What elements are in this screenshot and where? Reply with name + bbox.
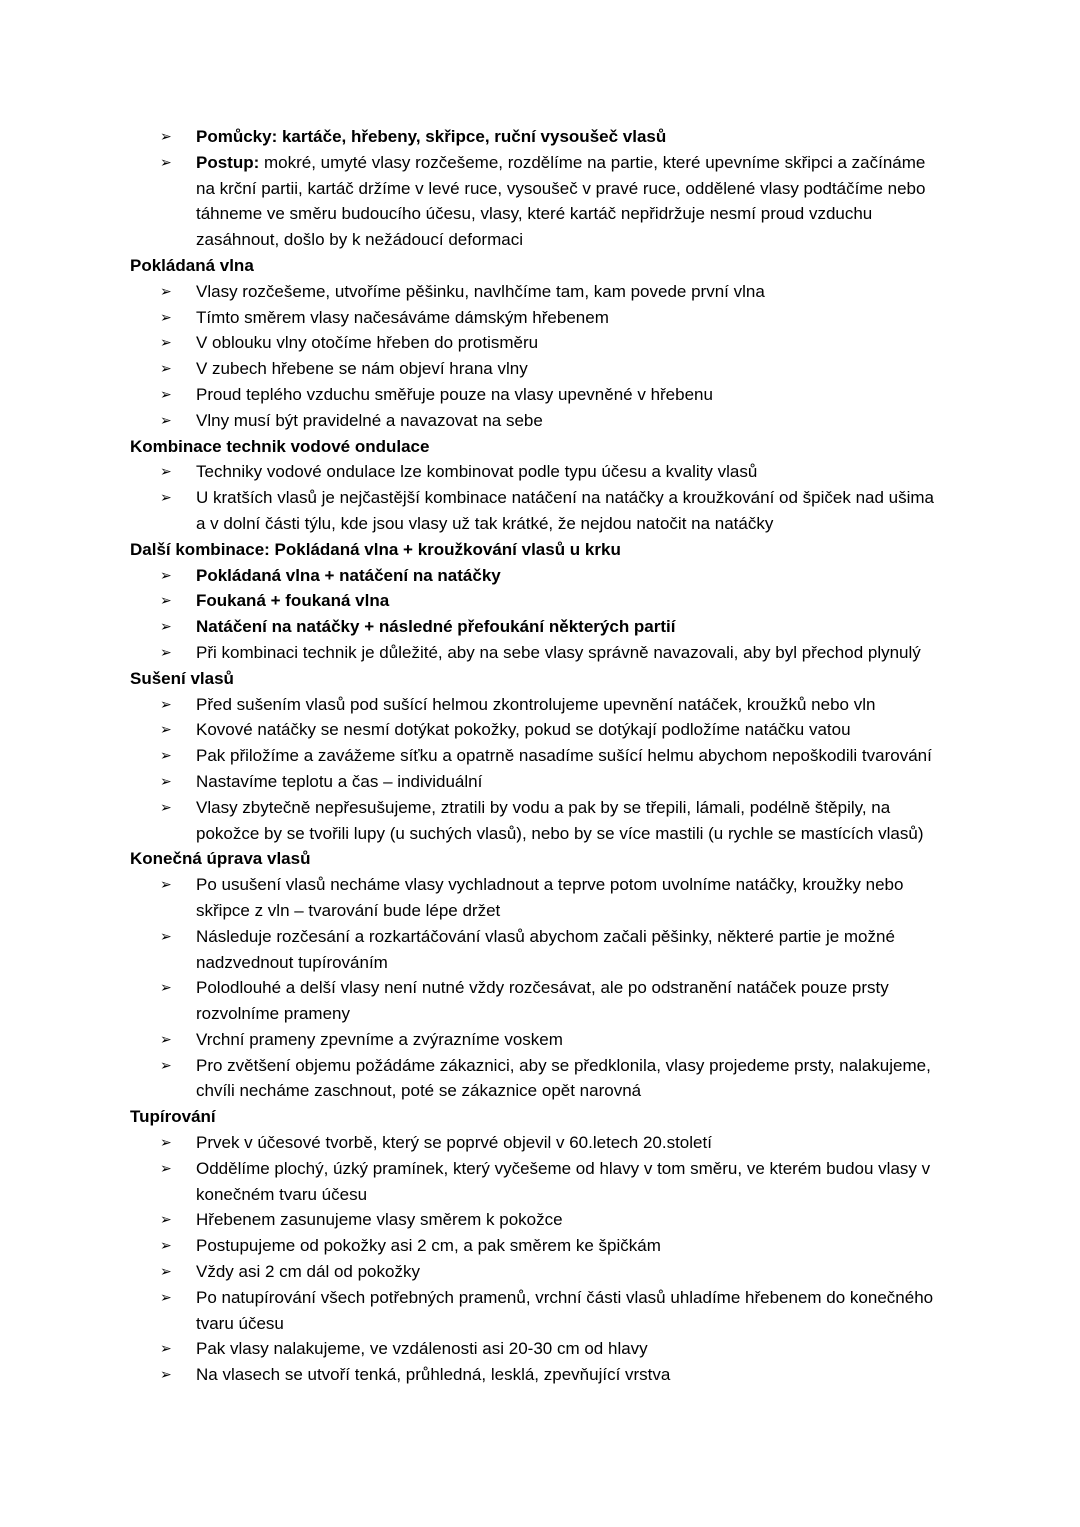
bullet-text: Foukaná + foukaná vlna xyxy=(196,591,390,611)
section-heading: Konečná úprava vlasů xyxy=(130,849,311,869)
bullet-text: V oblouku vlny otočíme hřeben do protisměru xyxy=(196,333,539,353)
bullet-lead-bold: Postup: xyxy=(196,152,260,172)
arrow-bullet-icon: ➢ xyxy=(160,1366,172,1383)
section-heading: Další kombinace: Pokládaná vlna + kroužkování vlasů u krku xyxy=(130,539,621,559)
bullet-text: Na vlasech se utvoří tenká, průhledná, lesklá, zpevňující vrstva xyxy=(196,1365,671,1385)
document-content xyxy=(130,124,946,1388)
bullet-text: U kratších vlasů je nejčastější kombinace natáčení na natáčky a kroužkování od špiček nad ušima a v dolní části týlu, kde jsou vlasy už tak krátké, že nejdou natočit na natáčky xyxy=(196,488,934,533)
bullet-text: Postupujeme od pokožky asi 2 cm, a pak směrem ke špičkám xyxy=(196,1236,661,1256)
bullet-item xyxy=(130,795,946,847)
bullet-item xyxy=(130,614,946,640)
arrow-bullet-icon: ➢ xyxy=(160,1288,172,1305)
arrow-bullet-icon: ➢ xyxy=(160,1237,172,1254)
arrow-bullet-icon: ➢ xyxy=(160,1159,172,1176)
bullet-text: Vlny musí být pravidelné a navazovat na sebe xyxy=(196,410,543,430)
bullet-item xyxy=(130,124,946,150)
bullet-item xyxy=(130,1027,946,1053)
bullet-text: Následuje rozčesání a rozkartáčování vlasů abychom začali pěšinky, některé partie je možné nadzvednout tupírováním xyxy=(196,926,895,972)
bullet-text: Pak vlasy nalakujeme, ve vzdálenosti asi 20-30 cm od hlavy xyxy=(196,1339,648,1359)
arrow-bullet-icon: ➢ xyxy=(160,308,172,325)
bullet-text: Oddělíme plochý, úzký pramínek, který vyčešeme od hlavy v tom směru, ve kterém budou vlasy v konečném tvaru účesu xyxy=(196,1158,931,1204)
bullet-item xyxy=(130,485,946,537)
arrow-bullet-icon: ➢ xyxy=(160,927,172,944)
arrow-bullet-icon: ➢ xyxy=(160,592,172,609)
arrow-bullet-icon: ➢ xyxy=(160,1263,172,1280)
arrow-bullet-icon: ➢ xyxy=(160,411,172,428)
bullet-item xyxy=(130,769,946,795)
bullet-text: Vždy asi 2 cm dál od pokožky xyxy=(196,1262,420,1282)
arrow-bullet-icon: ➢ xyxy=(160,772,172,789)
bullet-text: Techniky vodové ondulace lze kombinovat podle typu účesu a kvality vlasů xyxy=(196,462,758,482)
bullet-item xyxy=(130,382,946,408)
bullet-text: Natáčení na natáčky + následné přefoukání některých partií xyxy=(196,617,676,637)
bullet-item xyxy=(130,330,946,356)
bullet-item xyxy=(130,563,946,589)
bullet-text: Po natupírování všech potřebných pramenů, vrchní části vlasů uhladíme hřebenem do konečného tvaru účesu xyxy=(196,1287,934,1333)
bullet-item xyxy=(130,640,946,666)
bullet-item xyxy=(130,279,946,305)
arrow-bullet-icon: ➢ xyxy=(160,695,172,712)
bullet-item xyxy=(130,975,946,1027)
bullet-text: Při kombinaci technik je důležité, aby na sebe vlasy správně navazovali, aby byl přechod plynulý xyxy=(196,642,921,662)
arrow-bullet-icon: ➢ xyxy=(160,1340,172,1357)
section-heading: Kombinace technik vodové ondulace xyxy=(130,436,430,456)
arrow-bullet-icon: ➢ xyxy=(160,566,172,583)
section-heading: Pokládaná vlna xyxy=(130,255,254,275)
bullet-text: Pomůcky: kartáče, hřebeny, skřipce, ruční vysoušeč vlasů xyxy=(196,127,667,146)
bullet-item xyxy=(130,408,946,434)
arrow-bullet-icon: ➢ xyxy=(160,1134,172,1151)
bullet-item xyxy=(130,1156,946,1208)
bullet-text: Po usušení vlasů necháme vlasy vychladnout a teprve potom uvolníme natáčky, kroužky nebo skřipce z vln – tvarování bude lépe držet xyxy=(196,875,904,920)
bullet-text: Nastavíme teplotu a čas – individuální xyxy=(196,771,483,791)
bullet-item xyxy=(130,588,946,614)
bullet-text: V zubech hřebene se nám objeví hrana vlny xyxy=(196,359,528,379)
arrow-bullet-icon: ➢ xyxy=(160,721,172,738)
bullet-item xyxy=(130,459,946,485)
arrow-bullet-icon: ➢ xyxy=(160,1056,172,1073)
bullet-item xyxy=(130,924,946,976)
arrow-bullet-icon: ➢ xyxy=(160,153,172,170)
section-heading: Tupírování xyxy=(130,1107,216,1127)
bullet-item xyxy=(130,872,946,924)
bullet-item xyxy=(130,692,946,718)
bullet-item xyxy=(130,1130,946,1156)
bullet-text: Pak přiložíme a zavážeme síťku a opatrně nasadíme sušící helmu abychom nepoškodili tvarování xyxy=(196,746,932,766)
bullet-item xyxy=(130,1285,946,1337)
bullet-text: Pokládaná vlna + natáčení na natáčky xyxy=(196,565,501,585)
arrow-bullet-icon: ➢ xyxy=(160,282,172,299)
arrow-bullet-icon: ➢ xyxy=(160,643,172,660)
bullet-item xyxy=(130,1207,946,1233)
bullet-text: Polodlouhé a delší vlasy není nutné vždy rozčesávat, ale po odstranění natáček pouze prsty rozvolníme prameny xyxy=(196,978,889,1024)
arrow-bullet-icon: ➢ xyxy=(160,798,172,815)
bullet-text: Prvek v účesové tvorbě, který se poprvé objevil v 60.letech 20.století xyxy=(196,1133,712,1153)
arrow-bullet-icon: ➢ xyxy=(160,334,172,351)
arrow-bullet-icon: ➢ xyxy=(160,876,172,893)
arrow-bullet-icon: ➢ xyxy=(160,747,172,764)
bullet-item xyxy=(130,743,946,769)
arrow-bullet-icon: ➢ xyxy=(160,463,172,480)
bullet-text: Kovové natáčky se nesmí dotýkat pokožky, pokud se dotýkají podložíme natáčku vatou xyxy=(196,720,851,740)
bullet-text: Před sušením vlasů pod sušící helmou zkontrolujeme upevnění natáček, kroužků nebo vln xyxy=(196,694,876,714)
section-heading: Sušení vlasů xyxy=(130,668,234,688)
bullet-item xyxy=(130,150,946,253)
arrow-bullet-icon: ➢ xyxy=(160,128,172,144)
bullet-text: Hřebenem zasunujeme vlasy směrem k pokožce xyxy=(196,1210,563,1230)
arrow-bullet-icon: ➢ xyxy=(160,618,172,635)
bullet-item xyxy=(130,1233,946,1259)
bullet-text: Vrchní prameny zpevníme a zvýrazníme voskem xyxy=(196,1029,563,1049)
bullet-text: Vlasy rozčešeme, utvoříme pěšinku, navlhčíme tam, kam povede první vlna xyxy=(196,281,765,301)
bullet-text: Tímto směrem vlasy načesáváme dámským hřebenem xyxy=(196,307,609,327)
bullet-item xyxy=(130,1259,946,1285)
bullet-item xyxy=(130,1053,946,1105)
arrow-bullet-icon: ➢ xyxy=(160,979,172,996)
arrow-bullet-icon: ➢ xyxy=(160,1030,172,1047)
bullet-item xyxy=(130,1362,946,1388)
bullet-text: Postup: mokré, umyté vlasy rozčešeme, rozdělíme na partie, které upevníme skřipci a začínáme na krční partii, kartáč držíme v levé ruce, vysoušeč v pravé ruce, oddělené vlasy podtáčíme nebo táhneme ve směru budoucího účesu, vlasy, které kartáč nepřidržuje nesmí proud vzduchu zasáhnout, došlo by k nežádoucí deformaci xyxy=(196,152,926,250)
arrow-bullet-icon: ➢ xyxy=(160,1211,172,1228)
bullet-item xyxy=(130,717,946,743)
bullet-text: Proud teplého vzduchu směřuje pouze na vlasy upevněné v hřebenu xyxy=(196,384,713,404)
bullet-text: Pro zvětšení objemu požádáme zákaznici, aby se předklonila, vlasy projedeme prsty, nalakujeme, chvíli necháme zaschnout, poté se zákaznice opět narovná xyxy=(196,1055,931,1101)
arrow-bullet-icon: ➢ xyxy=(160,385,172,402)
bullet-text: Vlasy zbytečně nepřesušujeme, ztratili by vodu a pak by se třepili, lámali, podélně štěpily, na pokožce by se tvořili lupy (u suchých vlasů), nebo by se více mastili (u rychle se mastících vlasů) xyxy=(196,797,924,843)
bullet-item xyxy=(130,1336,946,1362)
arrow-bullet-icon: ➢ xyxy=(160,489,172,506)
bullet-item xyxy=(130,305,946,331)
arrow-bullet-icon: ➢ xyxy=(160,360,172,377)
bullet-item xyxy=(130,356,946,382)
